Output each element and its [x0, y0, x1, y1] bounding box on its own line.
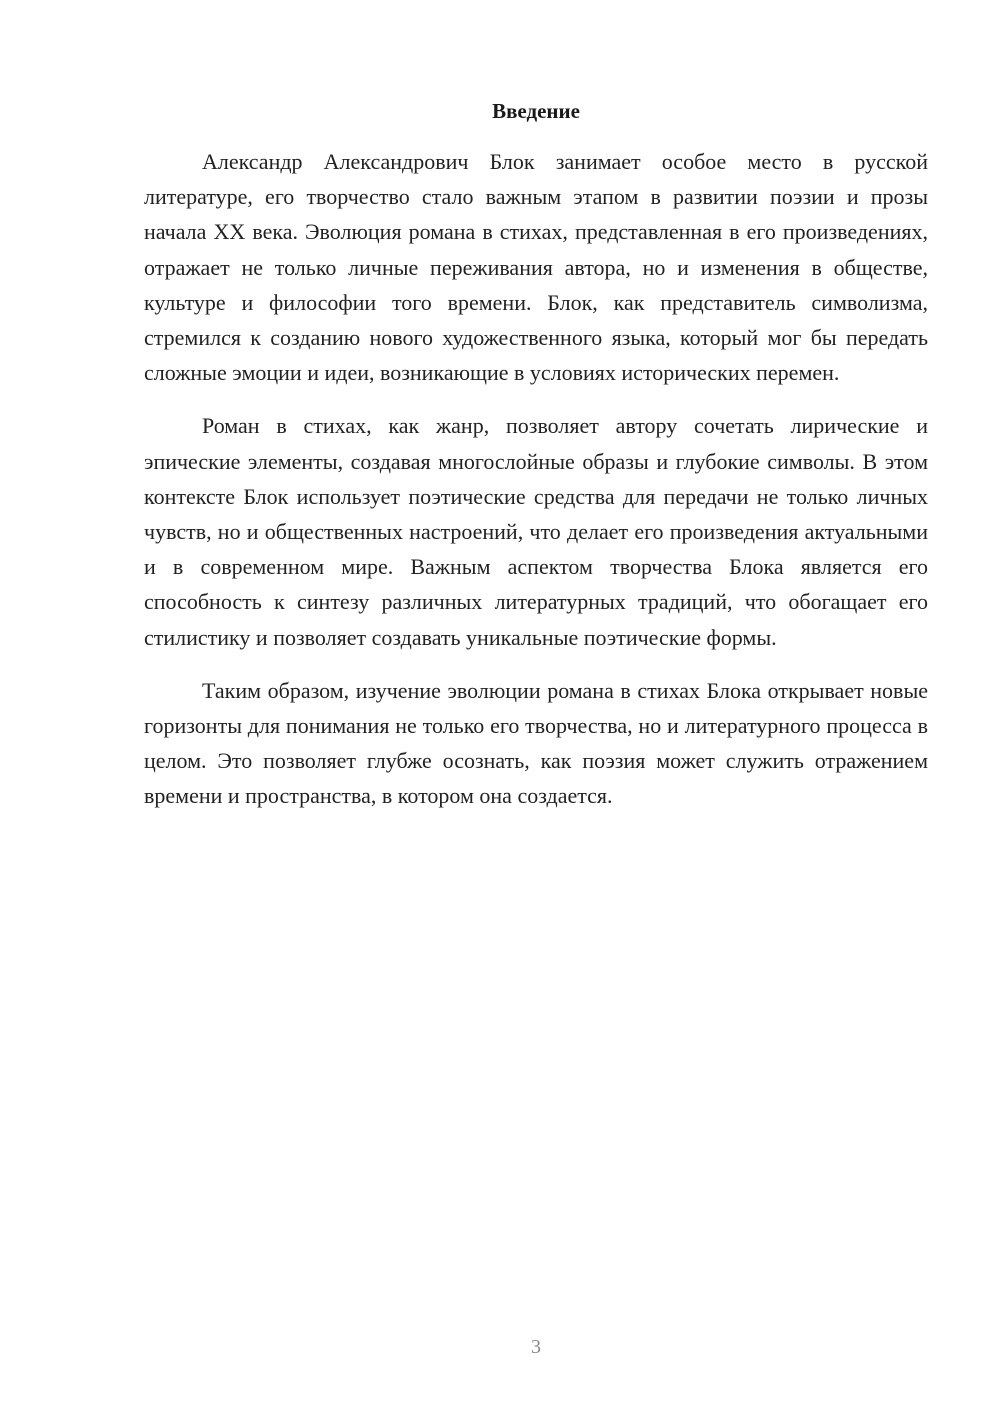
paragraph-3: Таким образом, изучение эволюции романа в стихах Блока открывает новые горизонты для понимания не только его творчества, но и литературного процесса в целом. Это позволяет глубже осознать, как поэзия может служить отражением времени и пространства, в котором она создается. [144, 677, 928, 809]
section-title: Введение [492, 99, 580, 123]
body-text [144, 144, 928, 814]
paragraph-2: Роман в стихах, как жанр, позволяет автору сочетать лирические и эпические элементы, создавая многослойные образы и глубокие символы. В этом контексте Блок использует поэтические средства для передачи не только личных чувств, но и общественных настроений, что делает его произведения актуальными и в современном мире. Важным аспектом творчества Блока является его способность к синтезу различных литературных традиций, что обогащает его стилистику и позволяет создавать уникальные поэтические формы. [144, 413, 928, 650]
paragraph-1: Александр Александрович Блок занимает особое место в русской литературе, его творчество стало важным этапом в развитии поэзии и прозы начала XX века. Эволюция романа в стихах, представленная в его произведениях, отражает не только личные переживания автора, но и изменения в обществе, культуре и философии того времени. Блок, как представитель символизма, стремился к созданию нового художественного языка, который мог бы передать сложные эмоции и идеи, возникающие в условиях исторических перемен. [144, 149, 928, 386]
page-number: 3 [531, 1336, 541, 1358]
